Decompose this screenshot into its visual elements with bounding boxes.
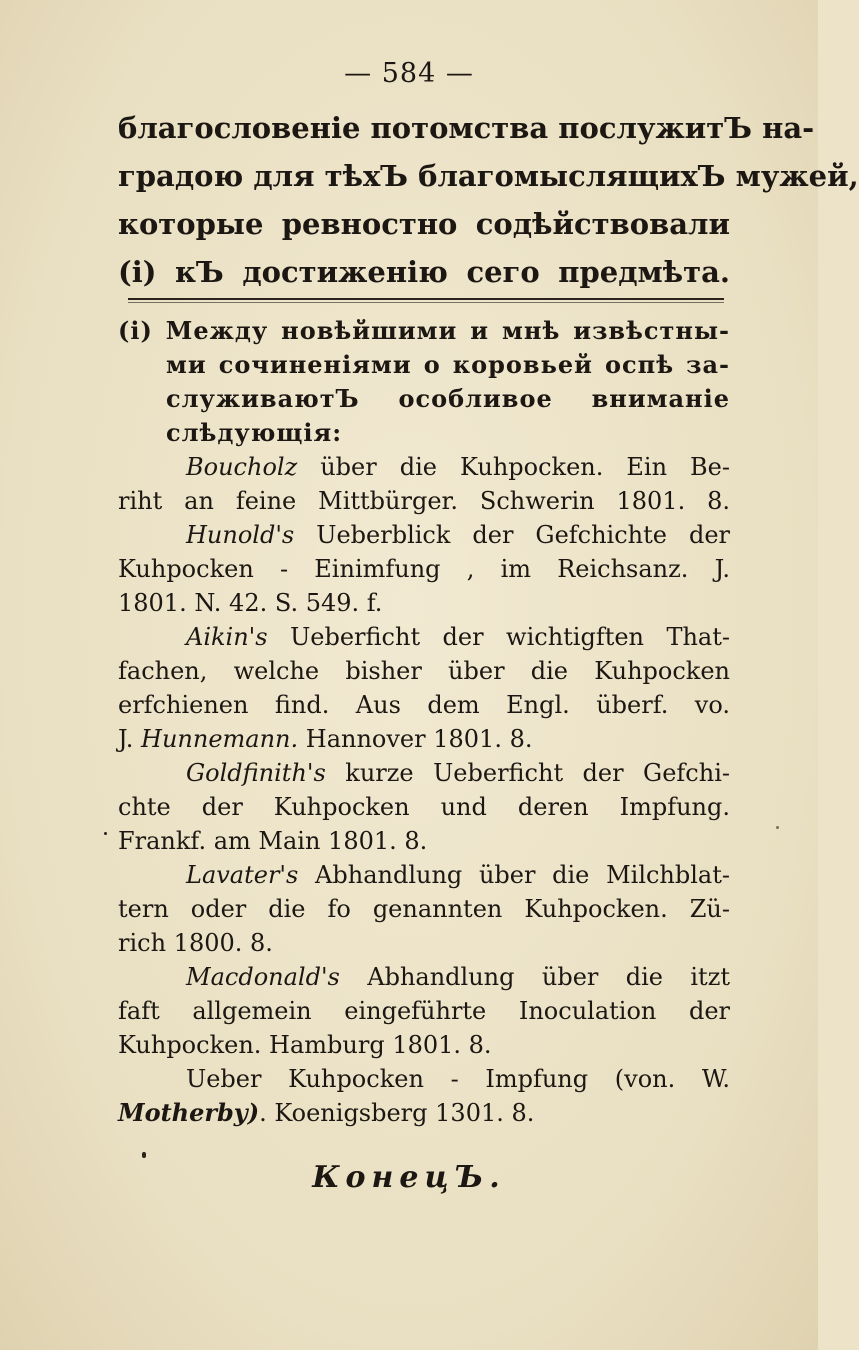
reference-line: Kuhpocken. Hamburg 1801. 8. (118, 1031, 492, 1059)
author-name: Macdonald's (186, 963, 340, 991)
reference-text: J. (118, 725, 142, 753)
footnote-line: слѣдующія: (166, 418, 343, 447)
author-name: Goldfinith's (186, 759, 326, 787)
author-name: Motherby) (118, 1098, 260, 1127)
text-line: благословеніе потомства послужитЪ на- (118, 111, 815, 145)
author-name: Hunnemann. (141, 725, 299, 753)
author-name: Lavater's (186, 861, 299, 889)
page-number: — 584 — (344, 58, 474, 89)
reference-line: Ueber Kuhpocken - Impfung (von. W. (186, 1065, 730, 1093)
author-name: Boucholz (186, 453, 298, 481)
reference-line (118, 858, 730, 892)
reference-text: . Koenigsberg 1301. 8. (259, 1099, 535, 1127)
footnote-line: служиваютЪ особливое вниманіе (166, 384, 730, 413)
reference-line: Frankf. am Main 1801. 8. (118, 827, 428, 855)
reference-line: fachen, welche bisher über die Kuhpocken (118, 657, 730, 685)
reference-text: Abhandlung über die Milchblat- (298, 861, 730, 889)
reference-line (118, 620, 730, 654)
reference-line (118, 756, 730, 790)
ink-speck (776, 826, 779, 829)
end-mark: КонецЪ. (312, 1160, 506, 1195)
reference-text: Ueberficht der wichtigften That- (267, 623, 730, 651)
reference-text: kurze Ueberficht der Gefchi- (325, 759, 730, 787)
author-name: Hunold's (186, 521, 295, 549)
text-line: градою для тѣхЪ благомыслящихЪ мужей, (118, 159, 859, 193)
ink-speck (104, 832, 107, 835)
reference-text: Abhandlung über die itzt (339, 963, 730, 991)
reference-line (118, 1096, 730, 1130)
main-paragraph (118, 104, 859, 296)
reference-line: riht an feine Mittbürger. Schwerin 1801. 8. (118, 487, 730, 515)
reference-line (118, 450, 730, 484)
author-name: Aikin's (186, 623, 268, 651)
reference-line: 1801. N. 42. S. 549. f. (118, 589, 383, 617)
reference-line (118, 960, 730, 994)
reference-line (118, 722, 730, 756)
reference-line: faft allgemein eingeführte Inoculation der (118, 997, 730, 1025)
reference-line: tern oder die fo genannten Kuhpocken. Zü- (118, 895, 730, 923)
text-line: которые ревностно содѣйствовали (118, 207, 730, 241)
reference-text: Hannover 1801. 8. (298, 725, 533, 753)
footnote-line: ми сочиненіями о коровьей оспѣ за- (166, 350, 730, 379)
reference-text: über die Kuhpocken. Ein Be- (297, 453, 730, 481)
reference-line: Kuhpocken - Einimfung , im Reichsanz. J. (118, 555, 730, 583)
footnote-line: (i) Между новѣйшими и мнѣ извѣстны- (118, 316, 730, 345)
text-line: (i) кЪ достиженію сего предмѣта. (118, 255, 730, 289)
reference-line: rich 1800. 8. (118, 929, 273, 957)
reference-line: erfchienen find. Aus dem Engl. überf. vo. (118, 691, 730, 719)
ink-speck (142, 1152, 146, 1158)
footnote (118, 314, 730, 1130)
footnote-separator (128, 298, 724, 305)
reference-line (118, 518, 730, 552)
reference-line: chte der Kuhpocken und deren Impfung. (118, 793, 730, 821)
reference-text: Ueberblick der Gefchichte der (294, 521, 730, 549)
